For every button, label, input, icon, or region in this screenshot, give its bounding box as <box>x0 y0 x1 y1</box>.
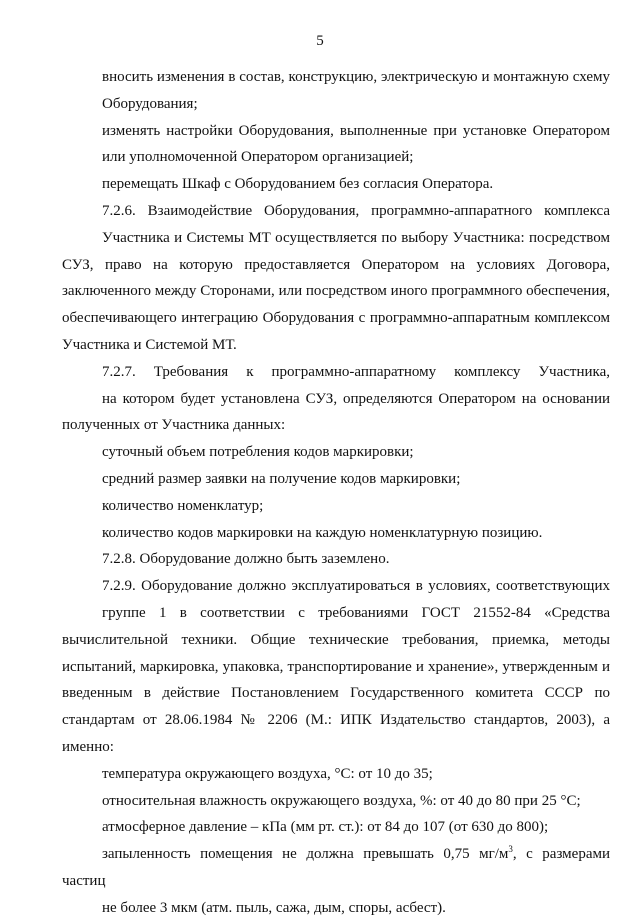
paragraph-first-line: 7.2.7. Требования к программно-аппаратному комплексу Участника, <box>102 363 610 380</box>
list-item: количество кодов маркировки на каждую номенклатурную позицию. <box>102 524 543 541</box>
paragraph-continuation: не более 3 мкм (атм. пыль, сажа, дым, споры, асбест). <box>102 899 446 916</box>
paragraph: 7.2.8. Оборудование должно быть заземлено. <box>102 551 390 568</box>
text-segment: запыленность помещения не должна превышать 0,75 мг/м <box>102 846 509 863</box>
superscript: 3 <box>508 844 513 855</box>
paragraph-first-line: 7.2.9. Оборудование должно эксплуатироваться в условиях, соответствующих <box>102 578 610 595</box>
paragraph-first-line: 7.2.6. Взаимодействие Оборудования, программно-аппаратного комплекса <box>102 202 610 219</box>
paragraph <box>62 359 610 439</box>
paragraph: перемещать Шкаф с Оборудованием без согласия Оператора. <box>102 176 494 193</box>
paragraph <box>62 118 610 172</box>
list-item: относительная влажность окружающего воздуха, %: от 40 до 80 при 25 °С; <box>102 792 581 809</box>
paragraph <box>62 573 610 761</box>
paragraph <box>62 64 610 118</box>
page-number: 5 <box>316 33 324 49</box>
paragraph-continuation: группе 1 в соответствии с требованиями ГОСТ 21552-84 «Средства вычислительной техники. Общие технические требования, приемка, методы испытаний, маркировка, упаковка, транспортирование и хранение», утвержденным и введенным в действие Постановлением Государственного комитета СССР по стандартам от 28.06.1984 № 2206 (М.: ИПК Издательство стандартов, 2003), а именно: <box>62 604 610 755</box>
text-segment: , с размерами частиц <box>62 846 610 889</box>
paragraph-continuation: Оборудования; <box>102 95 198 112</box>
paragraph-first-line <box>62 841 610 895</box>
list-item: температура окружающего воздуха, °С: от 10 до 35; <box>102 765 433 782</box>
paragraph <box>62 198 610 359</box>
paragraph <box>62 841 610 921</box>
paragraph-continuation: на котором будет установлена СУЗ, определяются Оператором на основании полученных от Участника данных: <box>62 390 610 434</box>
paragraph-continuation: Участника и Системы МТ осуществляется по выбору Участника: посредством СУЗ, право на которую предоставляется Оператором на условиях Договора, заключенного между Сторонами, или посредством иного программного обеспечения, обеспечивающего интеграцию Оборудования с программно-аппаратным комплексом Участника и Системой МТ. <box>62 229 610 353</box>
list-item: средний размер заявки на получение кодов маркировки; <box>102 470 461 487</box>
list-item: суточный объем потребления кодов маркировки; <box>102 444 414 461</box>
paragraph-continuation: или уполномоченной Оператором организацией; <box>102 149 414 166</box>
list-item: количество номенклатур; <box>102 497 264 514</box>
document-body <box>62 64 610 922</box>
paragraph-first-line: изменять настройки Оборудования, выполненные при установке Оператором <box>102 122 610 139</box>
list-item: атмосферное давление – кПа (мм рт. ст.): от 84 до 107 (от 630 до 800); <box>102 819 549 836</box>
paragraph-first-line: вносить изменения в состав, конструкцию, электрическую и монтажную схему <box>102 69 610 85</box>
